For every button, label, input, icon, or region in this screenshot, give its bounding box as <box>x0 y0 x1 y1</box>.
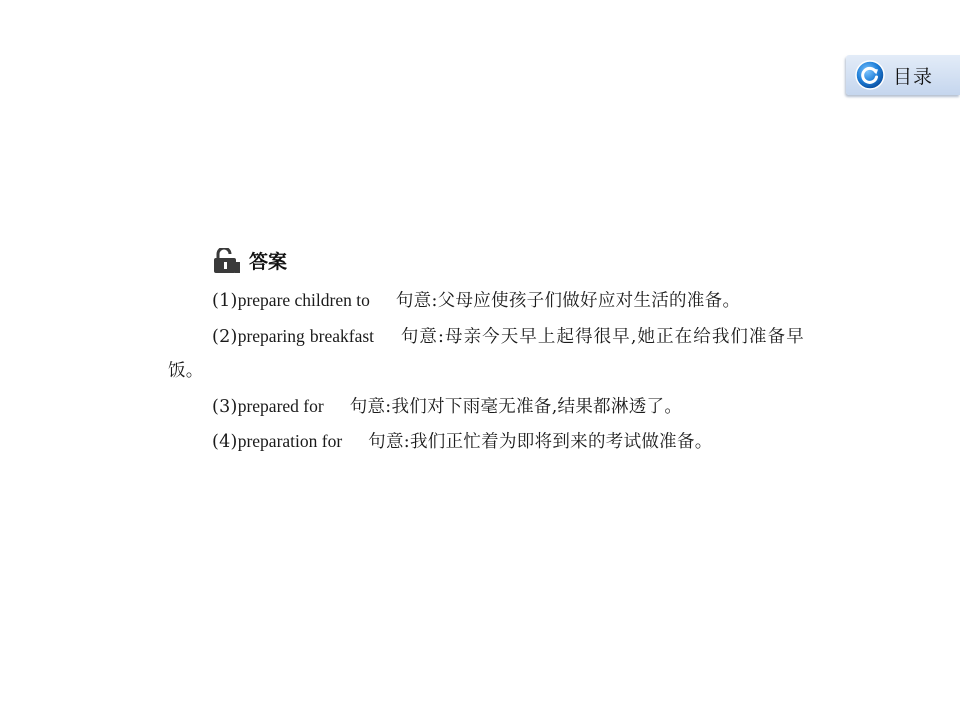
unlock-icon <box>213 248 241 274</box>
circular-arrow-icon <box>855 60 885 90</box>
item-phrase: preparation for <box>237 431 343 452</box>
item-meaning: 母亲今天早上起得很早,她正在给我们准备早饭。 <box>168 326 804 382</box>
item-phrase: preparing breakfast <box>237 325 375 346</box>
meaning-label: 句意: <box>349 396 392 417</box>
meaning-label: 句意: <box>368 432 410 453</box>
item-meaning: 父母应使孩子们做好应对生活的准备。 <box>437 291 741 311</box>
item-number: (3) <box>212 396 238 417</box>
meaning-label: 句意: <box>400 326 445 347</box>
item-number: (4) <box>212 432 238 453</box>
answer-content <box>168 283 804 460</box>
answer-header <box>213 247 287 274</box>
answer-item <box>168 319 804 389</box>
answer-item <box>168 424 804 460</box>
item-phrase: prepared for <box>237 395 324 416</box>
toc-button[interactable] <box>846 55 960 95</box>
meaning-label: 句意: <box>395 291 438 311</box>
item-phrase: prepare children to <box>237 290 370 310</box>
answer-item <box>168 389 804 425</box>
answer-item <box>168 283 804 319</box>
answer-title: 答案 <box>249 251 288 273</box>
item-meaning: 我们对下雨毫无准备,结果都淋透了。 <box>391 396 683 417</box>
toc-label: 目录 <box>893 65 934 88</box>
item-number: (2) <box>212 326 238 347</box>
item-number: (1) <box>212 291 238 311</box>
item-meaning: 我们正忙着为即将到来的考试做准备。 <box>409 432 713 453</box>
